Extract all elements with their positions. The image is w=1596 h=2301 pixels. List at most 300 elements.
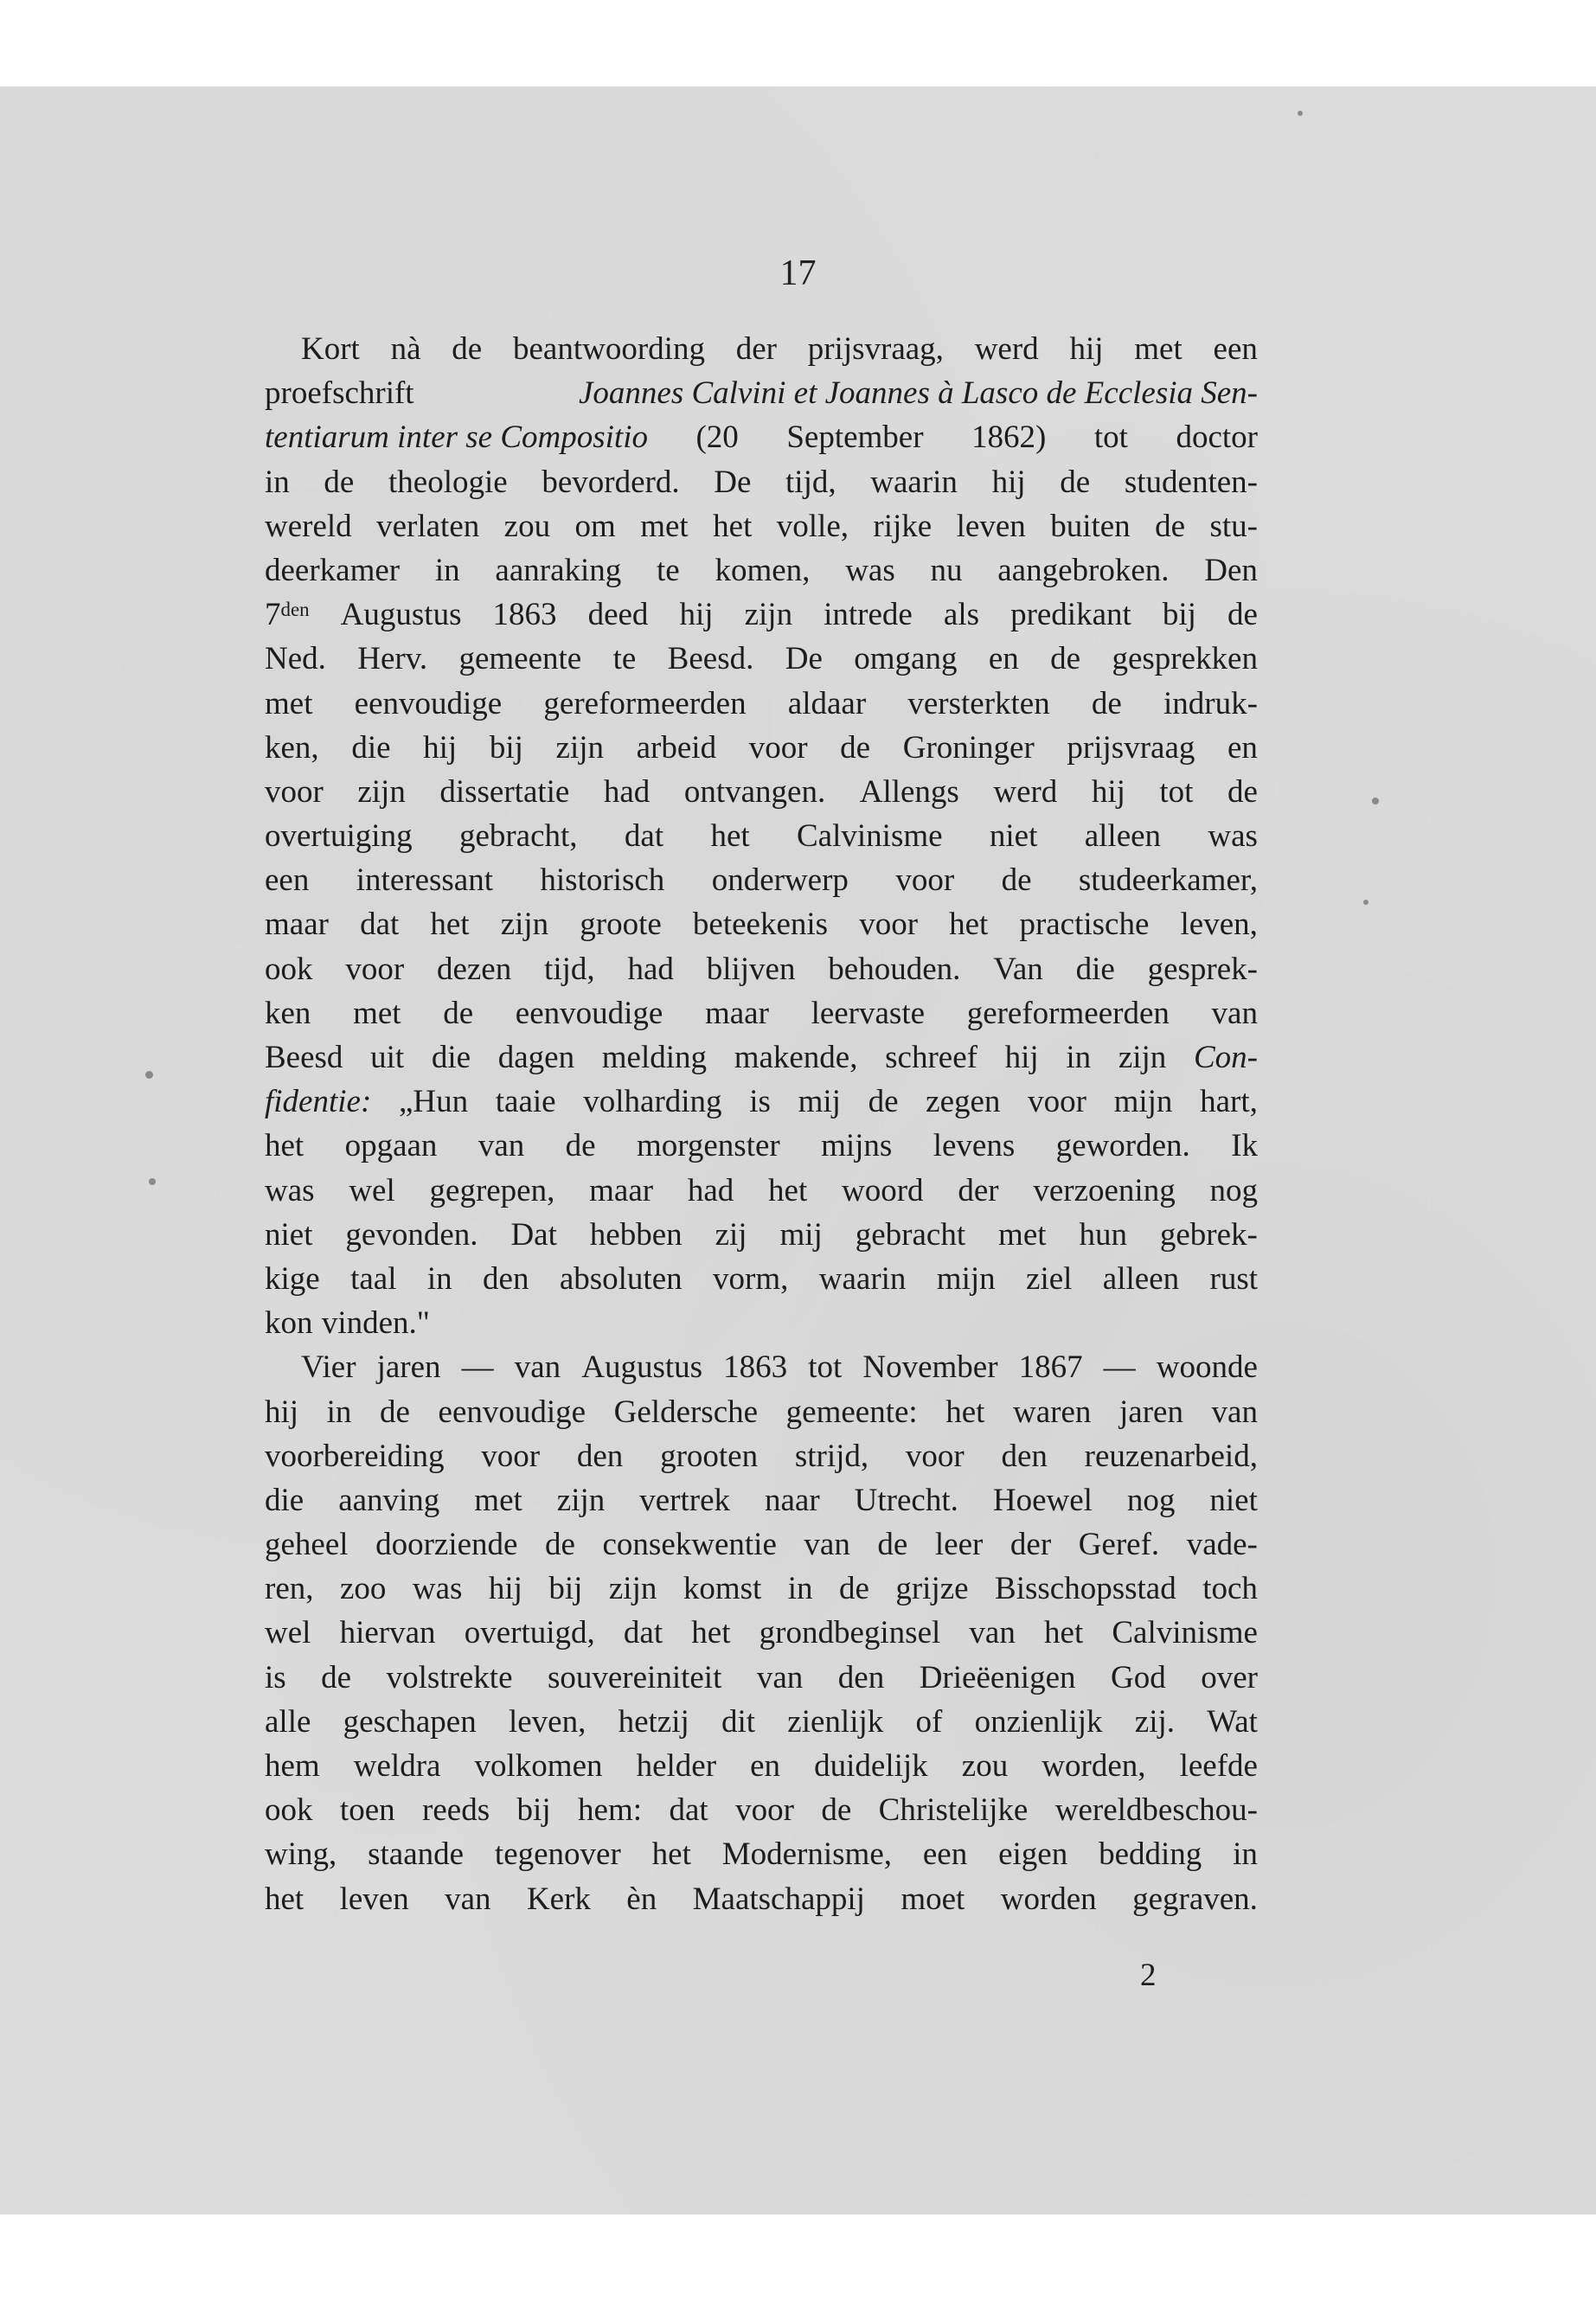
word: der (735, 331, 777, 367)
text-line (265, 504, 1258, 548)
word: grijze (895, 1571, 969, 1607)
word: Ik (1231, 1128, 1258, 1164)
text-line (265, 947, 1258, 991)
word: voor (265, 773, 324, 810)
word: het (945, 1394, 985, 1430)
word: fidentie: (265, 1084, 372, 1120)
word: woonde (1156, 1349, 1258, 1386)
word: vinden." (321, 1305, 430, 1342)
word: 1863 (723, 1349, 788, 1386)
word: Wat (1207, 1703, 1258, 1740)
word: de (1091, 685, 1122, 721)
word: opgaan (344, 1128, 438, 1164)
word: hij (991, 464, 1026, 500)
word: Calvinisme (1112, 1615, 1258, 1651)
word: voor (895, 862, 955, 899)
text-line (265, 1213, 1258, 1257)
word: werd (993, 773, 1058, 810)
word: het (949, 907, 989, 943)
word: en (988, 641, 1019, 677)
word: groote (580, 907, 662, 943)
word: vade- (1186, 1527, 1258, 1563)
word: mij (779, 1216, 823, 1253)
word: in (1233, 1836, 1258, 1873)
word: deed (587, 597, 649, 633)
word: was (265, 1172, 315, 1208)
word: zijn (357, 773, 406, 810)
word: het (710, 818, 750, 855)
word: voor (1028, 1084, 1086, 1120)
word: ken, (265, 729, 319, 766)
word: volstrekte (386, 1659, 513, 1695)
word: den (1001, 1438, 1048, 1474)
text-line (265, 1257, 1258, 1301)
word: het (768, 1172, 808, 1208)
word: hiervan (339, 1615, 436, 1651)
word: omgang (854, 641, 958, 677)
word: gereformeerden (966, 995, 1170, 1031)
word: wereldbeschou- (1054, 1792, 1258, 1829)
word: Joannes Calvini et Joannes à Lasco de Ecclesia Sen- (578, 375, 1258, 412)
word: Calvinisme (797, 818, 943, 855)
text-line (265, 991, 1258, 1035)
word: gemeente: (785, 1394, 918, 1430)
word: De (785, 641, 823, 677)
text-line (265, 327, 1258, 371)
word: mijn (1113, 1084, 1173, 1120)
word: het (1044, 1615, 1084, 1651)
word: vorm, (713, 1260, 789, 1297)
word: dat (623, 1615, 663, 1651)
word: van (445, 1881, 491, 1917)
word: schreef (885, 1040, 977, 1075)
scan-speck (145, 1071, 153, 1079)
word: zijn (555, 729, 604, 766)
word: de (380, 1394, 410, 1430)
word: ook (265, 951, 313, 987)
word: komen, (715, 552, 811, 588)
word: leefde (1179, 1748, 1258, 1784)
word: het (691, 1615, 731, 1651)
word: melding (601, 1040, 708, 1075)
word: de (1155, 508, 1186, 544)
word: Hoewel (992, 1482, 1093, 1518)
word: voor (905, 1438, 965, 1474)
word: jaren (1119, 1394, 1183, 1430)
text-line (265, 1301, 1258, 1345)
word: aangebroken. (997, 552, 1170, 588)
word: met (1134, 331, 1183, 367)
word: wel (349, 1172, 395, 1208)
word: over (1201, 1659, 1258, 1695)
word: hun (1079, 1216, 1127, 1253)
text-line (265, 415, 1258, 459)
signature-mark: 2 (1140, 1958, 1157, 1993)
word: de (321, 1659, 352, 1695)
word: hetzij (618, 1703, 689, 1740)
word: volharding (583, 1084, 722, 1120)
word: wereld (265, 508, 352, 544)
word: Ned. (265, 641, 326, 677)
word: voorbereiding (265, 1438, 445, 1474)
word: en (1227, 729, 1258, 766)
word: doorziende (375, 1527, 518, 1563)
word: Augustus (581, 1349, 703, 1386)
word: van (804, 1527, 850, 1563)
word: (20 (695, 420, 739, 456)
word: nà (390, 331, 421, 367)
word: maar (589, 1172, 654, 1208)
word: met (640, 508, 689, 544)
word: den (837, 1659, 885, 1695)
word: ken (265, 995, 311, 1031)
word: van (969, 1615, 1016, 1651)
word: hebben (589, 1216, 683, 1253)
word: den (576, 1438, 624, 1474)
word: de (838, 1571, 869, 1607)
word: souvereiniteit (547, 1659, 722, 1695)
word: predikant (1010, 597, 1131, 633)
word: Bisschopsstad (995, 1571, 1176, 1607)
text-line (265, 637, 1258, 681)
word: moet (901, 1881, 965, 1917)
word: dat (624, 818, 664, 855)
word: Modernisme, (721, 1836, 892, 1873)
word: bij (489, 729, 523, 766)
word: eenvoudige (515, 995, 663, 1031)
word: Christelijke (878, 1792, 1029, 1829)
word: werd (974, 331, 1039, 367)
word: gebracht, (458, 818, 578, 855)
word: maar (704, 995, 769, 1031)
word: gesprekken (1112, 641, 1258, 677)
word: dat (669, 1792, 708, 1829)
word: een (922, 1836, 968, 1873)
word: eenvoudige (354, 685, 503, 721)
word: tot (808, 1349, 843, 1386)
word: reeds (422, 1792, 490, 1829)
word: Geref. (1078, 1527, 1160, 1563)
word: mijn (936, 1260, 996, 1297)
word: bevorderd. (542, 464, 680, 500)
word: die (265, 1482, 304, 1518)
word: Allengs (859, 773, 959, 810)
word: met (353, 995, 401, 1031)
word: den (483, 1260, 529, 1297)
word: hem: (578, 1792, 643, 1829)
word: staande (368, 1836, 465, 1873)
word: verlaten (376, 508, 480, 544)
word: zij (715, 1216, 747, 1253)
word: mij (798, 1084, 841, 1120)
word: van (1211, 1394, 1258, 1430)
word: zienlijk (787, 1703, 884, 1740)
word: die (1075, 951, 1115, 987)
page-number: 17 (779, 253, 817, 293)
word: strijd, (794, 1438, 869, 1474)
word: de (452, 331, 483, 367)
word: kige (265, 1260, 320, 1297)
word: Maatschappij (692, 1881, 865, 1917)
word: in (426, 1260, 452, 1297)
word: September (786, 420, 924, 456)
word: nog (1209, 1172, 1258, 1208)
word: Dat (510, 1216, 557, 1253)
word: ziel (1026, 1260, 1073, 1297)
word: kon (265, 1305, 313, 1342)
text-line (265, 1035, 1258, 1080)
word: tot (1093, 420, 1128, 456)
word: taal (350, 1260, 397, 1297)
word: die (351, 729, 391, 766)
word: dagen (497, 1040, 575, 1075)
word: bij (516, 1792, 551, 1829)
word: Kort (301, 331, 360, 367)
word: deerkamer (265, 552, 401, 588)
word: mijns (821, 1128, 893, 1164)
text-line (265, 814, 1258, 858)
text-line (265, 1434, 1258, 1478)
text-line (265, 902, 1258, 946)
word: had (687, 1172, 734, 1208)
word: jaren (376, 1349, 441, 1386)
word: — (461, 1349, 494, 1386)
word: buiten (1050, 508, 1131, 544)
word: waren (1013, 1394, 1092, 1430)
word: consekwentie (602, 1527, 777, 1563)
word: voor (859, 907, 919, 943)
word: hem (265, 1748, 320, 1784)
word: blijven (706, 951, 796, 987)
word: Drieëenigen (919, 1659, 1076, 1695)
word: Beesd. (667, 641, 754, 677)
word: overtuiging (265, 818, 413, 855)
text-line (265, 1700, 1258, 1744)
text-line (265, 593, 1258, 637)
body-text (265, 327, 1258, 1921)
word: overtuigd, (464, 1615, 595, 1651)
word: absoluten (559, 1260, 683, 1297)
word: de (324, 464, 355, 500)
text-line (265, 1390, 1258, 1434)
word: toen (339, 1792, 395, 1829)
word: met (998, 1216, 1047, 1253)
text-line (265, 1169, 1258, 1213)
word: toch (1202, 1571, 1258, 1607)
word: woord (842, 1172, 924, 1208)
word: wel (265, 1615, 311, 1651)
word: practische (1019, 907, 1150, 943)
word: van (478, 1128, 525, 1164)
word: alle (265, 1703, 311, 1740)
word: reuzenarbeid, (1084, 1438, 1258, 1474)
word: zijn (1118, 1040, 1167, 1075)
word: geheel (265, 1527, 349, 1563)
word: had (627, 951, 674, 987)
word: die (431, 1040, 471, 1075)
word: nu (930, 552, 963, 588)
word: is (749, 1084, 771, 1120)
word: de (1060, 464, 1091, 500)
word: een (265, 862, 310, 899)
word: de (443, 995, 474, 1031)
word: zijn (556, 1482, 606, 1518)
word: ook (265, 1792, 313, 1829)
word: in (1066, 1040, 1092, 1075)
word: eigen (998, 1836, 1068, 1873)
word: niet (1209, 1482, 1258, 1518)
word: Groninger (902, 729, 1035, 766)
word: leven, (1180, 907, 1258, 943)
text-line (265, 726, 1258, 770)
word: is (265, 1659, 286, 1695)
word: maar (265, 907, 329, 943)
word: voor (481, 1438, 541, 1474)
word: hij (488, 1571, 522, 1607)
word: onderwerp (711, 862, 849, 899)
word: het (265, 1128, 304, 1164)
word: onzienlijk (974, 1703, 1103, 1740)
word: dit (721, 1703, 756, 1740)
word: bij (1162, 597, 1196, 633)
word: aldaar (787, 685, 867, 721)
word: zegen (926, 1084, 1001, 1120)
word: van (514, 1349, 561, 1386)
word: morgenster (636, 1128, 780, 1164)
word: Herv. (357, 641, 428, 677)
word: alleen (1084, 818, 1162, 855)
word: de (1227, 773, 1258, 810)
word: zoo (339, 1571, 387, 1607)
word: prijsvraag (1067, 729, 1195, 766)
word: hij (679, 597, 714, 633)
word: zijn (744, 597, 793, 633)
word: dezen (436, 951, 512, 987)
word: tijd, (785, 464, 836, 500)
word: studeerkamer, (1078, 862, 1258, 899)
word: gebrek- (1159, 1216, 1258, 1253)
word: zou (503, 508, 551, 544)
word: aanving (338, 1482, 440, 1518)
word: dissertatie (439, 773, 570, 810)
word: leven, (508, 1703, 586, 1740)
word: te (657, 552, 680, 588)
text-line (265, 1345, 1258, 1389)
word: hart, (1200, 1084, 1258, 1120)
word: was (412, 1571, 463, 1607)
word: leervaste (811, 995, 926, 1031)
word: leven (956, 508, 1026, 544)
word: tijd, (544, 951, 595, 987)
word: hij (265, 1394, 299, 1430)
text-line (265, 1832, 1258, 1876)
word: hij (1069, 331, 1104, 367)
word: beantwoording (513, 331, 705, 367)
word: te (612, 641, 637, 677)
word: geworden. (1055, 1128, 1190, 1164)
word: bedding (1099, 1836, 1202, 1873)
word: „Hun (398, 1084, 469, 1120)
word: de (877, 1527, 908, 1563)
word: naar (765, 1482, 820, 1518)
text-line (265, 1080, 1258, 1124)
word: Con- (1193, 1040, 1258, 1075)
word: arbeid (636, 729, 717, 766)
word: Van (993, 951, 1043, 987)
text-line (265, 1124, 1258, 1168)
word: zij. (1134, 1703, 1175, 1740)
word: volle, (776, 508, 849, 544)
word: gevonden. (345, 1216, 478, 1253)
text-line (265, 1522, 1258, 1567)
word: 1867 (1018, 1349, 1083, 1386)
word: interessant (356, 862, 493, 899)
word: waarin (870, 464, 958, 500)
word: God (1110, 1659, 1166, 1695)
word: $7^{den}$ (265, 597, 310, 633)
word: leer (934, 1527, 984, 1563)
word: de (1227, 597, 1258, 633)
text-line (265, 1877, 1258, 1921)
word: van (756, 1659, 804, 1695)
word: volkomen (474, 1748, 603, 1784)
word: had (603, 773, 651, 810)
word: weldra (353, 1748, 441, 1784)
word: Kerk (526, 1881, 591, 1917)
word: duidelijk (814, 1748, 928, 1784)
word: theologie (388, 464, 508, 500)
word: en (750, 1748, 781, 1784)
word: nog (1126, 1482, 1176, 1518)
word: indruk- (1163, 685, 1258, 721)
word: van (1211, 995, 1258, 1031)
word: de (1001, 862, 1032, 899)
word: het (713, 508, 753, 544)
word: doctor (1176, 420, 1258, 456)
word: beteekenis (692, 907, 829, 943)
text-line (265, 682, 1258, 726)
text-line (265, 548, 1258, 593)
word: de (1050, 641, 1081, 677)
word: voor (748, 729, 808, 766)
word: de (565, 1128, 596, 1164)
word: èn (626, 1881, 657, 1917)
word: ontvangen. (683, 773, 826, 810)
word: gereformeerden (543, 685, 747, 721)
word: niet (265, 1216, 313, 1253)
word: 1862) (971, 420, 1047, 456)
word: historisch (540, 862, 665, 899)
word: makende, (734, 1040, 858, 1075)
word: een (1213, 331, 1258, 367)
word: eenvoudige (438, 1394, 586, 1430)
word: tegenover (494, 1836, 621, 1873)
word: hij (423, 729, 458, 766)
word: om (574, 508, 616, 544)
word: voor (735, 1792, 794, 1829)
word: hij (1004, 1040, 1039, 1075)
word: Geldersche (613, 1394, 759, 1430)
word: vertrek (639, 1482, 731, 1518)
scan-speck (1372, 798, 1379, 804)
word: leven (339, 1881, 409, 1917)
text-line (265, 858, 1258, 902)
word: hij (1091, 773, 1125, 810)
word: — (1103, 1349, 1136, 1386)
word: in (434, 552, 460, 588)
word: zijn (608, 1571, 657, 1607)
word: Utrecht. (854, 1482, 958, 1518)
